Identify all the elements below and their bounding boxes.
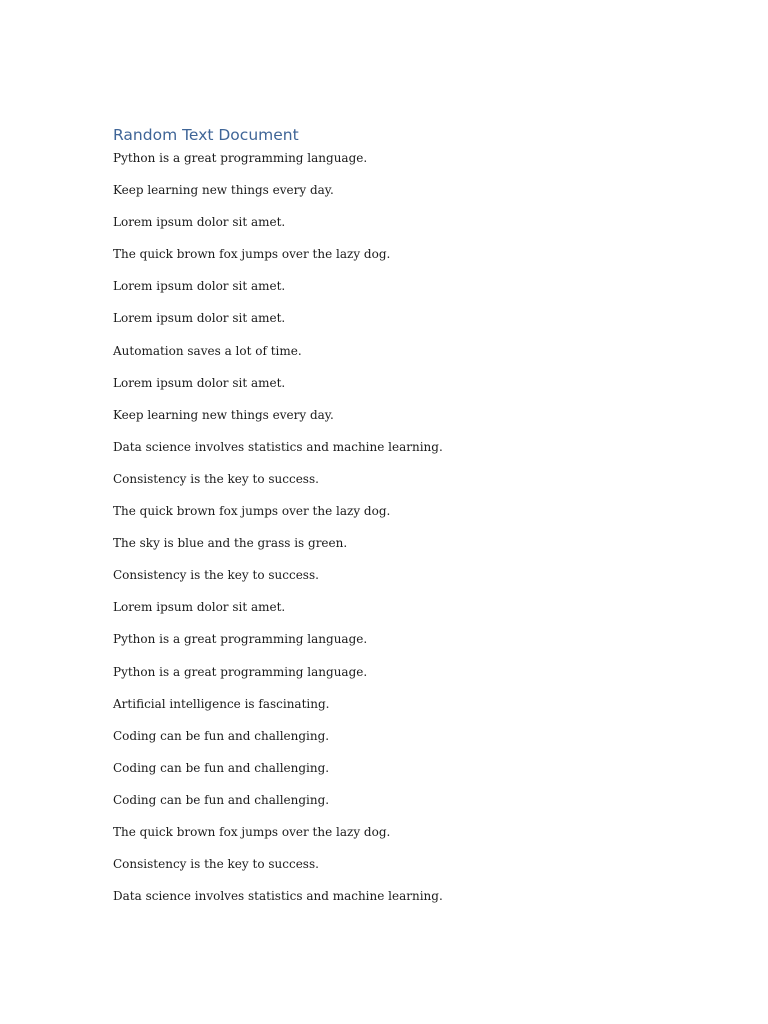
paragraph: Coding can be fun and challenging. — [113, 792, 330, 807]
paragraph: Lorem ipsum dolor sit amet. — [113, 215, 286, 230]
paragraph: Python is a great programming language. — [113, 151, 368, 165]
paragraph: Coding can be fun and challenging. — [113, 760, 330, 775]
paragraph: Data science involves statistics and machine learning. — [113, 439, 443, 454]
document-title: Random Text Document — [113, 126, 299, 144]
paragraph: The sky is blue and the grass is green. — [113, 536, 348, 551]
paragraph: The quick brown fox jumps over the lazy dog. — [113, 504, 391, 519]
paragraph: Lorem ipsum dolor sit amet. — [113, 600, 286, 615]
paragraph: Artificial intelligence is fascinating. — [113, 696, 330, 711]
paragraph: Lorem ipsum dolor sit amet. — [113, 375, 286, 390]
paragraph: Python is a great programming language. — [113, 632, 368, 647]
paragraph: Keep learning new things every day. — [113, 183, 334, 198]
paragraph: Python is a great programming language. — [113, 664, 368, 679]
paragraph: Consistency is the key to success. — [113, 471, 319, 486]
paragraph: Keep learning new things every day. — [113, 407, 334, 422]
paragraph: Data science involves statistics and machine learning. — [113, 889, 443, 904]
paragraph: Lorem ipsum dolor sit amet. — [113, 311, 286, 326]
paragraph-list — [113, 146, 673, 916]
paragraph: Coding can be fun and challenging. — [113, 728, 330, 743]
paragraph: The quick brown fox jumps over the lazy dog. — [113, 824, 391, 839]
paragraph: Consistency is the key to success. — [113, 857, 319, 872]
paragraph: Lorem ipsum dolor sit amet. — [113, 279, 286, 294]
paragraph: Automation saves a lot of time. — [113, 343, 302, 358]
paragraph: The quick brown fox jumps over the lazy dog. — [113, 247, 391, 262]
document-body — [113, 124, 673, 916]
paragraph: Consistency is the key to success. — [113, 568, 319, 583]
